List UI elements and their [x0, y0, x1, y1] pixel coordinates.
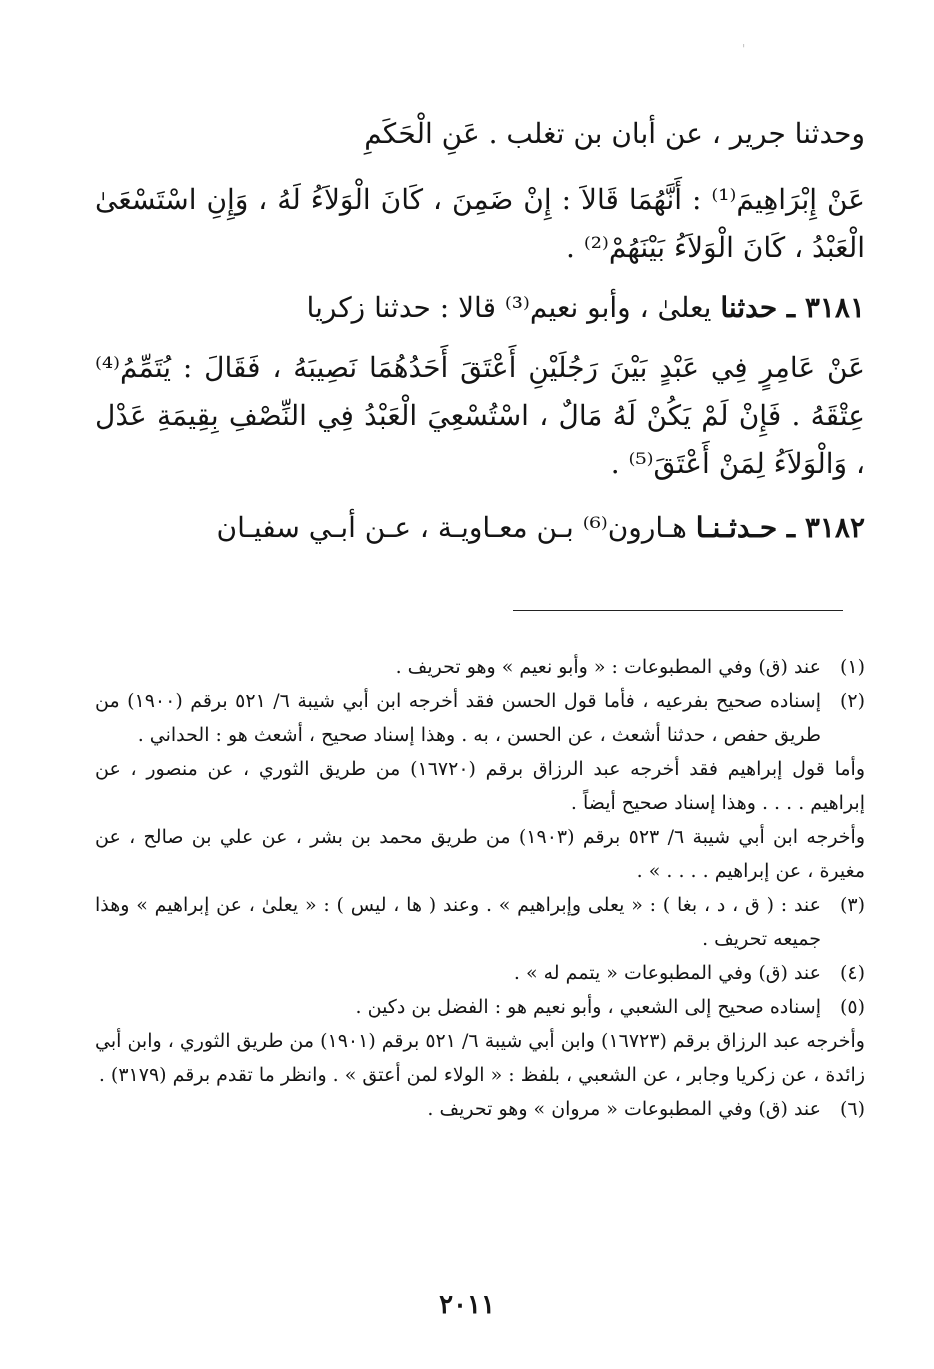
- footnote-body: [95, 888, 821, 956]
- footnote-body: [95, 650, 821, 684]
- page-number: ٢٠١١: [439, 1290, 495, 1320]
- footnote-body: [95, 956, 821, 990]
- hadith-3181: [95, 284, 865, 332]
- footnote-3: [95, 888, 865, 956]
- scan-mark: ': [742, 42, 746, 56]
- main-paragraph-2: عَنْ إِبْرَاهِيمَ⁽¹⁾ : أَنَّهُمَا قَالاَ : إِنْ ضَمِنَ ، كَانَ الْوَلاَءُ لَهُ ، وَإِنِ اسْتَسْعَىٰ الْعَبْدُ ، كَانَ الْوَلاَءُ بَيْنَهُمْ⁽²⁾ .: [95, 183, 865, 264]
- footnote-text: وأما قول إبراهيم فقد أخرجه عبد الرزاق برقم (١٦٧٢٠) من طريق الثوري ، عن منصور ، عن إبراهيم . . . . وهذا إسناد صحيح أيضاً .: [95, 758, 865, 814]
- hadith-3182: [95, 504, 865, 552]
- footnote-text: عند (ق) وفي المطبوعات : « وأبو نعيم » وهو تحريف .: [395, 656, 821, 678]
- footnote-number: (٥): [839, 996, 865, 1018]
- footnote-text: وأخرجه ابن أبي شيبة ٦/ ٥٢٣ برقم (١٩٠٣) من طريق محمد بن بشر ، عن علي بن صالح ، عن مغيرة ، عن إبراهيم . . . . » .: [95, 826, 865, 882]
- main-paragraph-1: وحدثنا جرير ، عن أبان بن تغلب . عَنِ الْحَكَمِ: [364, 117, 865, 150]
- footnote-text: إسناده صحيح إلى الشعبي ، وأبو نعيم هو : الفضل بن دكين .: [355, 996, 821, 1018]
- footnote-4: [95, 956, 865, 990]
- footnote-text: عند (ق) وفي المطبوعات « يتمم له » .: [513, 962, 821, 984]
- hadith-3181-heading: ٣١٨١ ـ حدثنا: [720, 291, 865, 324]
- main-text: [95, 110, 865, 552]
- footnote-number: (٣): [839, 894, 865, 916]
- footnote-number: (٤): [839, 962, 865, 984]
- footnotes: [95, 650, 865, 1126]
- footnote-body: [95, 1092, 821, 1126]
- footnote-1: [95, 650, 865, 684]
- footnote-text: عند : ( ق ، د ، بغا ) : « يعلى وإبراهيم » . وعند ( ها ، ليس ) : « يعلىٰ ، عن إبراهيم » وهذا جميعه تحريف .: [95, 894, 821, 950]
- footnote-body: [95, 684, 865, 888]
- footnote-number: (١): [839, 656, 865, 678]
- hadith-3182-text: هـارون⁽⁶⁾ بـن معـاويـة ، عـن أبـي سفيـان: [216, 511, 687, 544]
- footnote-text: وأخرجه عبد الرزاق برقم (١٦٧٢٣) وابن أبي شيبة ٦/ ٥٢١ برقم (١٩٠١) من طريق الثوري ، وابن أبي زائدة ، عن زكريا وجابر ، عن الشعبي ، بلفظ : « الولاء لمن أعتق » . وانظر ما تقدم برقم (٣١٧٩) .: [95, 1030, 865, 1086]
- footnote-divider: [513, 610, 843, 611]
- footnote-text: عند (ق) وفي المطبوعات « مروان » وهو تحريف .: [427, 1098, 821, 1120]
- footnote-2: [95, 684, 865, 888]
- hadith-3182-heading: ٣١٨٢ ـ حـدثـنـا: [695, 511, 865, 544]
- hadith-3181-text: يعلىٰ ، وأبو نعيم⁽³⁾ قالا : حدثنا زكريا: [306, 291, 712, 324]
- footnote-6: [95, 1092, 865, 1126]
- footnote-number: (٦): [839, 1098, 865, 1120]
- footnote-text: إسناده صحيح بفرعيه ، فأما قول الحسن فقد أخرجه ابن أبي شيبة ٦/ ٥٢١ برقم (١٩٠٠) من طريق حفص ، حدثنا أشعث ، عن الحسن ، به . وهذا إسناد صحيح ، أشعث هو : الحداني .: [95, 690, 821, 746]
- main-paragraph-4: عَنْ عَامِرٍ فِي عَبْدٍ بَيْنَ رَجُلَيْنِ أَعْتَقَ أَحَدُهُمَا نَصِيبَهُ ، فَقَالَ : يُتَمِّمُ⁽⁴⁾ عِتْقَهُ . فَإِنْ لَمْ يَكُنْ لَهُ مَالٌ ، اسْتُسْعِيَ الْعَبْدُ فِي النِّصْفِ بِقِيمَةِ عَدْل ، وَالْوَلاَءُ لِمَنْ أَعْتَقَ⁽⁵⁾ .: [95, 351, 865, 480]
- footnote-body: [95, 990, 865, 1092]
- footnote-5: [95, 990, 865, 1092]
- footnote-number: (٢): [839, 690, 865, 712]
